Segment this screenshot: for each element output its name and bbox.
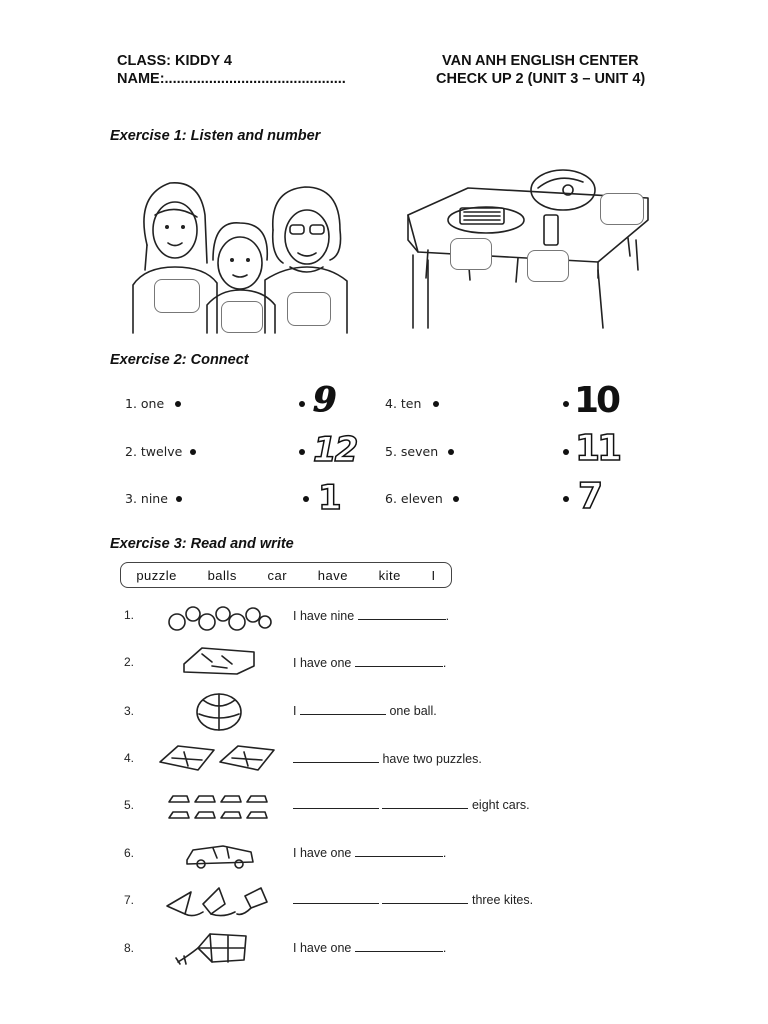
answer-blank[interactable] (382, 893, 468, 904)
connect-word-3: 3. nine (125, 491, 168, 506)
sentence-7: three kites. (293, 893, 533, 907)
answer-blank[interactable] (358, 609, 446, 620)
item-number: 5. (124, 798, 135, 812)
word-bank-item: puzzle (136, 567, 177, 583)
connect-word-2: 2. twelve (125, 444, 183, 459)
answer-blank[interactable] (355, 656, 443, 667)
answer-box-boy[interactable] (221, 301, 263, 333)
item-number: 4. (124, 751, 135, 765)
balls-picture (165, 600, 275, 632)
test-title: CHECK UP 2 (UNIT 3 – UNIT 4) (436, 71, 646, 87)
name-label: NAME:............................................. (117, 71, 346, 87)
exercise2-title: Exercise 2: Connect (110, 352, 249, 368)
number-1-graphic: 1 (318, 478, 342, 518)
two-puzzles-picture (158, 740, 276, 774)
answer-box-glass[interactable] (527, 250, 569, 282)
car-picture (183, 840, 257, 870)
cars-picture (165, 792, 273, 824)
ball-picture (195, 692, 243, 732)
answer-blank[interactable] (300, 704, 386, 715)
connect-dot[interactable] (190, 449, 196, 455)
connect-dot[interactable] (299, 449, 305, 455)
item-number: 7. (124, 893, 135, 907)
sentence-2: I have one . (293, 656, 447, 670)
connect-word-1: 1. one (125, 396, 165, 411)
answer-blank[interactable] (293, 798, 379, 809)
number-9-graphic: 9 (313, 380, 337, 420)
sentence-4: have two puzzles. (293, 752, 482, 766)
number-11-graphic: 11 (575, 428, 620, 469)
connect-dot[interactable] (299, 401, 305, 407)
exercise1-title: Exercise 1: Listen and number (110, 128, 321, 144)
answer-blank[interactable] (355, 941, 443, 952)
connect-dot[interactable] (303, 496, 309, 502)
answer-blank[interactable] (293, 893, 379, 904)
answer-box-grandma[interactable] (287, 292, 331, 326)
connect-dot[interactable] (448, 449, 454, 455)
item-number: 8. (124, 941, 135, 955)
item-number: 2. (124, 655, 135, 669)
connect-dot[interactable] (563, 496, 569, 502)
connect-word-4: 4. ten (385, 396, 422, 411)
item-number: 6. (124, 846, 135, 860)
word-bank-item: I (431, 567, 436, 583)
answer-blank[interactable] (382, 798, 468, 809)
answer-blank[interactable] (293, 752, 379, 763)
sentence-3: I one ball. (293, 704, 437, 718)
number-10-graphic: 10 (574, 380, 619, 421)
sentence-6: I have one . (293, 846, 447, 860)
sentence-8: I have one . (293, 941, 447, 955)
word-bank-item: have (317, 567, 348, 583)
class-label: CLASS: KIDDY 4 (117, 53, 232, 69)
word-bank-item: balls (207, 567, 237, 583)
word-bank-item: car (267, 567, 288, 583)
answer-blank[interactable] (355, 846, 443, 857)
connect-dot[interactable] (563, 449, 569, 455)
exercise3-title: Exercise 3: Read and write (110, 536, 294, 552)
answer-box-sandwich[interactable] (450, 238, 492, 270)
puzzle-picture (182, 644, 257, 676)
number-7-graphic: 7 (578, 476, 604, 517)
center-name: VAN ANH ENGLISH CENTER (442, 53, 639, 69)
kites-picture (163, 884, 273, 920)
number-12-graphic: 12 (313, 430, 357, 470)
word-bank (120, 562, 452, 588)
connect-dot[interactable] (563, 401, 569, 407)
item-number: 1. (124, 608, 135, 622)
connect-word-5: 5. seven (385, 444, 439, 459)
sentence-1: I have nine . (293, 609, 450, 623)
item-number: 3. (124, 704, 135, 718)
connect-word-6: 6. eleven (385, 491, 443, 506)
table-illustration (398, 160, 656, 332)
connect-dot[interactable] (175, 401, 181, 407)
sentence-5: eight cars. (293, 798, 530, 812)
connect-dot[interactable] (176, 496, 182, 502)
connect-dot[interactable] (433, 401, 439, 407)
kite-picture (172, 928, 252, 968)
answer-box-mother[interactable] (154, 279, 200, 313)
connect-dot[interactable] (453, 496, 459, 502)
word-bank-item: kite (378, 567, 401, 583)
answer-box-chicken[interactable] (600, 193, 644, 225)
